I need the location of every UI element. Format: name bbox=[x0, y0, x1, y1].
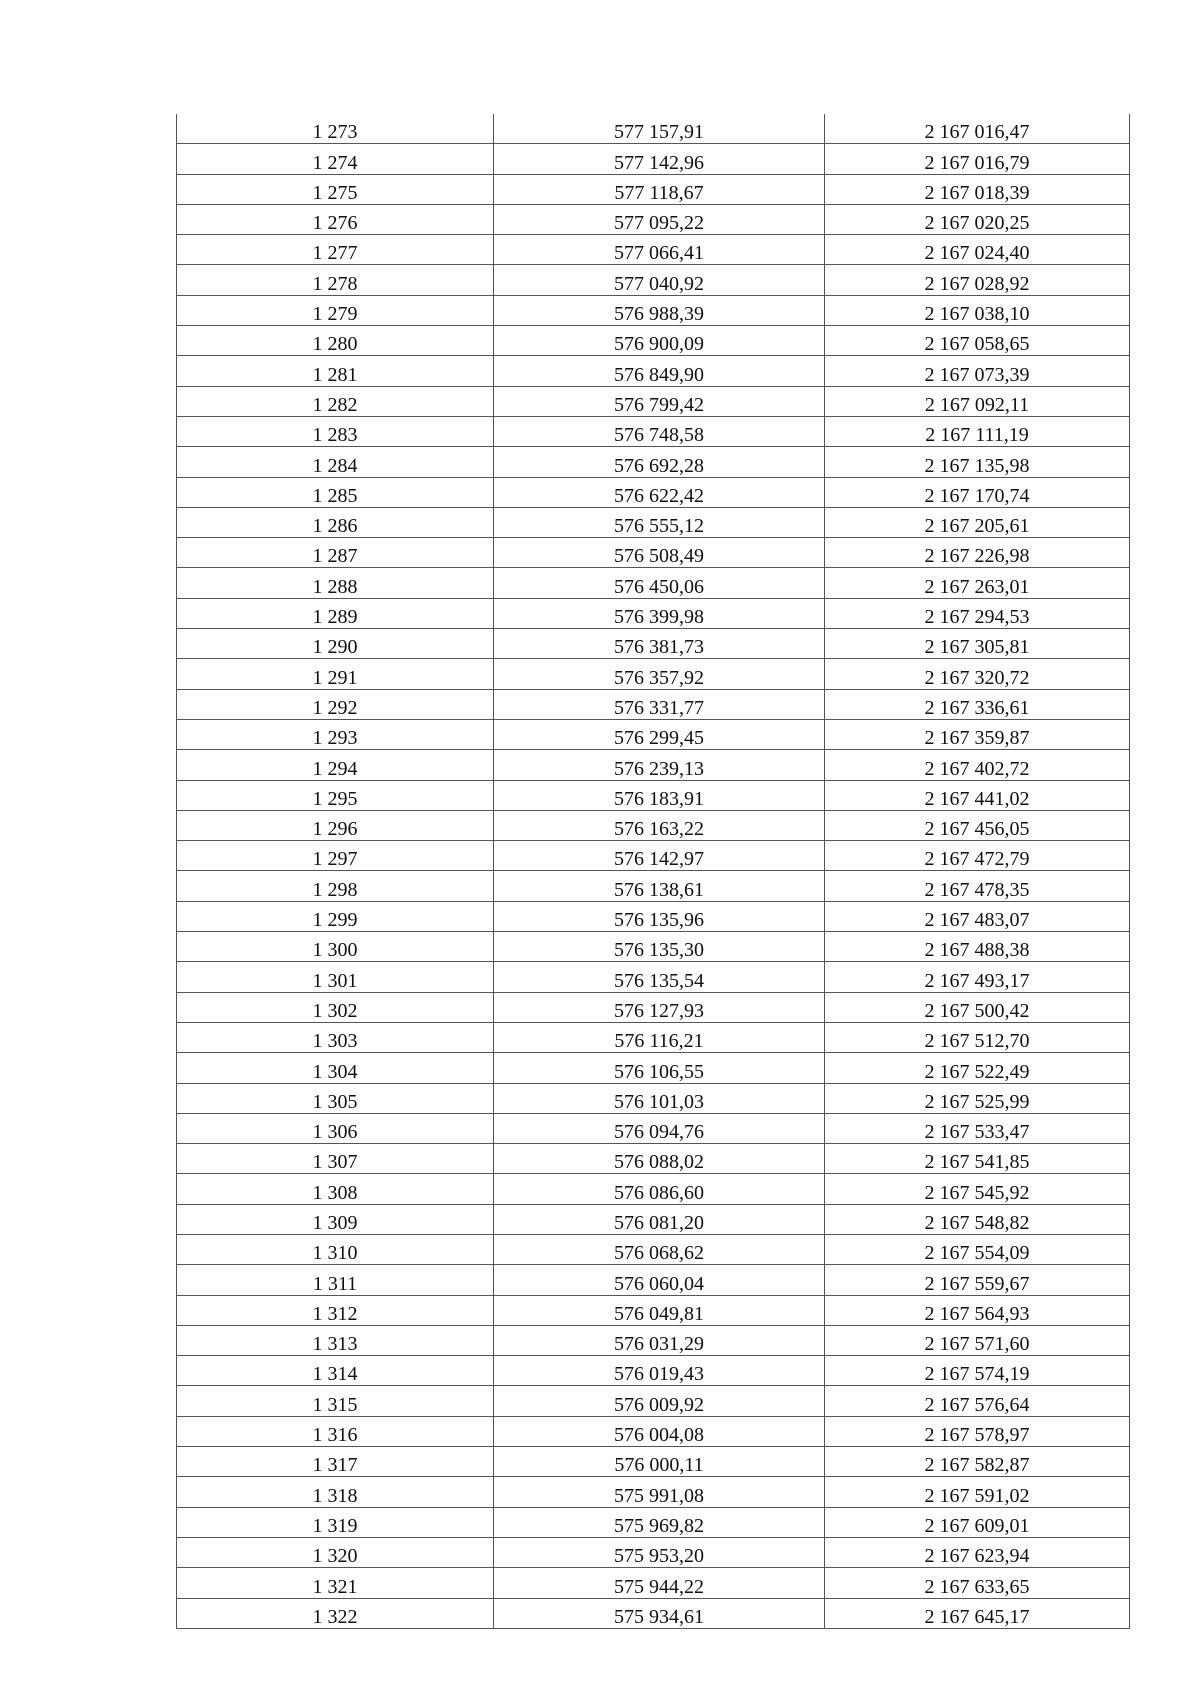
point-number-cell: 1 315 bbox=[177, 1386, 494, 1416]
y-coordinate-cell: 2 167 305,81 bbox=[825, 629, 1130, 659]
x-coordinate-cell: 577 142,96 bbox=[494, 144, 825, 174]
table-row bbox=[177, 629, 1130, 659]
point-number-cell: 1 310 bbox=[177, 1234, 494, 1264]
point-number-cell: 1 294 bbox=[177, 750, 494, 780]
y-coordinate-cell: 2 167 456,05 bbox=[825, 810, 1130, 840]
point-number-cell: 1 286 bbox=[177, 507, 494, 537]
y-coordinate-cell: 2 167 472,79 bbox=[825, 841, 1130, 871]
table-row bbox=[177, 1416, 1130, 1446]
y-coordinate-cell: 2 167 545,92 bbox=[825, 1174, 1130, 1204]
y-coordinate-cell: 2 167 483,07 bbox=[825, 901, 1130, 931]
y-coordinate-cell: 2 167 478,35 bbox=[825, 871, 1130, 901]
point-number-cell: 1 316 bbox=[177, 1416, 494, 1446]
y-coordinate-cell: 2 167 591,02 bbox=[825, 1477, 1130, 1507]
table-row bbox=[177, 689, 1130, 719]
y-coordinate-cell: 2 167 024,40 bbox=[825, 235, 1130, 265]
y-coordinate-cell: 2 167 609,01 bbox=[825, 1507, 1130, 1537]
point-number-cell: 1 273 bbox=[177, 114, 494, 144]
x-coordinate-cell: 576 849,90 bbox=[494, 356, 825, 386]
x-coordinate-cell: 576 299,45 bbox=[494, 719, 825, 749]
x-coordinate-cell: 576 060,04 bbox=[494, 1265, 825, 1295]
point-number-cell: 1 302 bbox=[177, 992, 494, 1022]
table-row bbox=[177, 356, 1130, 386]
x-coordinate-cell: 576 622,42 bbox=[494, 477, 825, 507]
table-row bbox=[177, 1507, 1130, 1537]
table-row bbox=[177, 1204, 1130, 1234]
x-coordinate-cell: 576 450,06 bbox=[494, 568, 825, 598]
point-number-cell: 1 298 bbox=[177, 871, 494, 901]
y-coordinate-cell: 2 167 578,97 bbox=[825, 1416, 1130, 1446]
point-number-cell: 1 275 bbox=[177, 174, 494, 204]
x-coordinate-cell: 576 031,29 bbox=[494, 1325, 825, 1355]
point-number-cell: 1 293 bbox=[177, 719, 494, 749]
point-number-cell: 1 321 bbox=[177, 1568, 494, 1598]
point-number-cell: 1 287 bbox=[177, 538, 494, 568]
point-number-cell: 1 311 bbox=[177, 1265, 494, 1295]
point-number-cell: 1 276 bbox=[177, 204, 494, 234]
table-row bbox=[177, 144, 1130, 174]
x-coordinate-cell: 576 900,09 bbox=[494, 326, 825, 356]
point-number-cell: 1 285 bbox=[177, 477, 494, 507]
point-number-cell: 1 319 bbox=[177, 1507, 494, 1537]
y-coordinate-cell: 2 167 512,70 bbox=[825, 1022, 1130, 1052]
x-coordinate-cell: 575 934,61 bbox=[494, 1598, 825, 1628]
y-coordinate-cell: 2 167 038,10 bbox=[825, 295, 1130, 325]
y-coordinate-cell: 2 167 576,64 bbox=[825, 1386, 1130, 1416]
point-number-cell: 1 297 bbox=[177, 841, 494, 871]
x-coordinate-cell: 576 049,81 bbox=[494, 1295, 825, 1325]
point-number-cell: 1 283 bbox=[177, 416, 494, 446]
x-coordinate-cell: 576 127,93 bbox=[494, 992, 825, 1022]
x-coordinate-cell: 576 331,77 bbox=[494, 689, 825, 719]
y-coordinate-cell: 2 167 092,11 bbox=[825, 386, 1130, 416]
y-coordinate-cell: 2 167 135,98 bbox=[825, 447, 1130, 477]
table-row bbox=[177, 1477, 1130, 1507]
x-coordinate-cell: 576 094,76 bbox=[494, 1113, 825, 1143]
point-number-cell: 1 312 bbox=[177, 1295, 494, 1325]
x-coordinate-cell: 576 135,30 bbox=[494, 932, 825, 962]
x-coordinate-cell: 576 799,42 bbox=[494, 386, 825, 416]
table-row bbox=[177, 659, 1130, 689]
point-number-cell: 1 292 bbox=[177, 689, 494, 719]
point-number-cell: 1 304 bbox=[177, 1053, 494, 1083]
x-coordinate-cell: 576 088,02 bbox=[494, 1144, 825, 1174]
x-coordinate-cell: 576 183,91 bbox=[494, 780, 825, 810]
y-coordinate-cell: 2 167 522,49 bbox=[825, 1053, 1130, 1083]
y-coordinate-cell: 2 167 574,19 bbox=[825, 1356, 1130, 1386]
table-row bbox=[177, 871, 1130, 901]
x-coordinate-cell: 577 118,67 bbox=[494, 174, 825, 204]
x-coordinate-cell: 576 019,43 bbox=[494, 1356, 825, 1386]
table-row bbox=[177, 1356, 1130, 1386]
table-row bbox=[177, 416, 1130, 446]
point-number-cell: 1 305 bbox=[177, 1083, 494, 1113]
y-coordinate-cell: 2 167 559,67 bbox=[825, 1265, 1130, 1295]
y-coordinate-cell: 2 167 571,60 bbox=[825, 1325, 1130, 1355]
table-row bbox=[177, 507, 1130, 537]
point-number-cell: 1 314 bbox=[177, 1356, 494, 1386]
x-coordinate-cell: 576 142,97 bbox=[494, 841, 825, 871]
x-coordinate-cell: 577 066,41 bbox=[494, 235, 825, 265]
table-row bbox=[177, 538, 1130, 568]
x-coordinate-cell: 576 135,54 bbox=[494, 962, 825, 992]
y-coordinate-cell: 2 167 645,17 bbox=[825, 1598, 1130, 1628]
y-coordinate-cell: 2 167 554,09 bbox=[825, 1234, 1130, 1264]
x-coordinate-cell: 577 157,91 bbox=[494, 114, 825, 144]
table-row bbox=[177, 932, 1130, 962]
y-coordinate-cell: 2 167 016,47 bbox=[825, 114, 1130, 144]
table-row bbox=[177, 295, 1130, 325]
point-number-cell: 1 309 bbox=[177, 1204, 494, 1234]
x-coordinate-cell: 576 068,62 bbox=[494, 1234, 825, 1264]
table-row bbox=[177, 174, 1130, 204]
table-row bbox=[177, 719, 1130, 749]
table-row bbox=[177, 810, 1130, 840]
y-coordinate-cell: 2 167 441,02 bbox=[825, 780, 1130, 810]
y-coordinate-cell: 2 167 111,19 bbox=[825, 416, 1130, 446]
table-row bbox=[177, 598, 1130, 628]
point-number-cell: 1 282 bbox=[177, 386, 494, 416]
point-number-cell: 1 299 bbox=[177, 901, 494, 931]
point-number-cell: 1 295 bbox=[177, 780, 494, 810]
y-coordinate-cell: 2 167 205,61 bbox=[825, 507, 1130, 537]
x-coordinate-cell: 575 969,82 bbox=[494, 1507, 825, 1537]
y-coordinate-cell: 2 167 294,53 bbox=[825, 598, 1130, 628]
table-row bbox=[177, 265, 1130, 295]
y-coordinate-cell: 2 167 525,99 bbox=[825, 1083, 1130, 1113]
x-coordinate-cell: 576 086,60 bbox=[494, 1174, 825, 1204]
point-number-cell: 1 307 bbox=[177, 1144, 494, 1174]
y-coordinate-cell: 2 167 500,42 bbox=[825, 992, 1130, 1022]
x-coordinate-cell: 576 381,73 bbox=[494, 629, 825, 659]
table-row bbox=[177, 114, 1130, 144]
table-row bbox=[177, 1174, 1130, 1204]
table-row bbox=[177, 1083, 1130, 1113]
coordinates-table bbox=[176, 114, 1130, 1629]
table-row bbox=[177, 1325, 1130, 1355]
coordinates-table-body bbox=[177, 114, 1130, 1628]
x-coordinate-cell: 576 138,61 bbox=[494, 871, 825, 901]
point-number-cell: 1 279 bbox=[177, 295, 494, 325]
y-coordinate-cell: 2 167 633,65 bbox=[825, 1568, 1130, 1598]
y-coordinate-cell: 2 167 226,98 bbox=[825, 538, 1130, 568]
point-number-cell: 1 274 bbox=[177, 144, 494, 174]
table-row bbox=[177, 1265, 1130, 1295]
point-number-cell: 1 280 bbox=[177, 326, 494, 356]
table-row bbox=[177, 841, 1130, 871]
y-coordinate-cell: 2 167 488,38 bbox=[825, 932, 1130, 962]
table-row bbox=[177, 1144, 1130, 1174]
x-coordinate-cell: 577 040,92 bbox=[494, 265, 825, 295]
table-row bbox=[177, 750, 1130, 780]
table-row bbox=[177, 477, 1130, 507]
table-row bbox=[177, 1537, 1130, 1567]
point-number-cell: 1 284 bbox=[177, 447, 494, 477]
y-coordinate-cell: 2 167 020,25 bbox=[825, 204, 1130, 234]
x-coordinate-cell: 576 106,55 bbox=[494, 1053, 825, 1083]
y-coordinate-cell: 2 167 359,87 bbox=[825, 719, 1130, 749]
point-number-cell: 1 289 bbox=[177, 598, 494, 628]
x-coordinate-cell: 575 944,22 bbox=[494, 1568, 825, 1598]
y-coordinate-cell: 2 167 533,47 bbox=[825, 1113, 1130, 1143]
y-coordinate-cell: 2 167 320,72 bbox=[825, 659, 1130, 689]
x-coordinate-cell: 577 095,22 bbox=[494, 204, 825, 234]
x-coordinate-cell: 576 009,92 bbox=[494, 1386, 825, 1416]
x-coordinate-cell: 575 991,08 bbox=[494, 1477, 825, 1507]
point-number-cell: 1 301 bbox=[177, 962, 494, 992]
table-row bbox=[177, 235, 1130, 265]
point-number-cell: 1 317 bbox=[177, 1447, 494, 1477]
y-coordinate-cell: 2 167 058,65 bbox=[825, 326, 1130, 356]
table-row bbox=[177, 204, 1130, 234]
y-coordinate-cell: 2 167 541,85 bbox=[825, 1144, 1130, 1174]
y-coordinate-cell: 2 167 564,93 bbox=[825, 1295, 1130, 1325]
y-coordinate-cell: 2 167 028,92 bbox=[825, 265, 1130, 295]
y-coordinate-cell: 2 167 170,74 bbox=[825, 477, 1130, 507]
point-number-cell: 1 281 bbox=[177, 356, 494, 386]
table-row bbox=[177, 1447, 1130, 1477]
y-coordinate-cell: 2 167 493,17 bbox=[825, 962, 1130, 992]
x-coordinate-cell: 576 135,96 bbox=[494, 901, 825, 931]
table-row bbox=[177, 326, 1130, 356]
table-row bbox=[177, 1598, 1130, 1628]
point-number-cell: 1 306 bbox=[177, 1113, 494, 1143]
point-number-cell: 1 308 bbox=[177, 1174, 494, 1204]
table-row bbox=[177, 1234, 1130, 1264]
table-row bbox=[177, 1022, 1130, 1052]
y-coordinate-cell: 2 167 623,94 bbox=[825, 1537, 1130, 1567]
table-row bbox=[177, 1568, 1130, 1598]
x-coordinate-cell: 575 953,20 bbox=[494, 1537, 825, 1567]
table-row bbox=[177, 901, 1130, 931]
x-coordinate-cell: 576 163,22 bbox=[494, 810, 825, 840]
table-row bbox=[177, 992, 1130, 1022]
x-coordinate-cell: 576 988,39 bbox=[494, 295, 825, 325]
y-coordinate-cell: 2 167 582,87 bbox=[825, 1447, 1130, 1477]
point-number-cell: 1 291 bbox=[177, 659, 494, 689]
table-row bbox=[177, 1386, 1130, 1416]
table-row bbox=[177, 962, 1130, 992]
point-number-cell: 1 277 bbox=[177, 235, 494, 265]
point-number-cell: 1 320 bbox=[177, 1537, 494, 1567]
y-coordinate-cell: 2 167 016,79 bbox=[825, 144, 1130, 174]
y-coordinate-cell: 2 167 548,82 bbox=[825, 1204, 1130, 1234]
x-coordinate-cell: 576 399,98 bbox=[494, 598, 825, 628]
y-coordinate-cell: 2 167 263,01 bbox=[825, 568, 1130, 598]
point-number-cell: 1 322 bbox=[177, 1598, 494, 1628]
point-number-cell: 1 313 bbox=[177, 1325, 494, 1355]
x-coordinate-cell: 576 508,49 bbox=[494, 538, 825, 568]
y-coordinate-cell: 2 167 073,39 bbox=[825, 356, 1130, 386]
x-coordinate-cell: 576 357,92 bbox=[494, 659, 825, 689]
x-coordinate-cell: 576 081,20 bbox=[494, 1204, 825, 1234]
point-number-cell: 1 288 bbox=[177, 568, 494, 598]
table-row bbox=[177, 1053, 1130, 1083]
table-row bbox=[177, 386, 1130, 416]
x-coordinate-cell: 576 239,13 bbox=[494, 750, 825, 780]
table-row bbox=[177, 568, 1130, 598]
x-coordinate-cell: 576 748,58 bbox=[494, 416, 825, 446]
point-number-cell: 1 278 bbox=[177, 265, 494, 295]
point-number-cell: 1 303 bbox=[177, 1022, 494, 1052]
y-coordinate-cell: 2 167 336,61 bbox=[825, 689, 1130, 719]
point-number-cell: 1 290 bbox=[177, 629, 494, 659]
point-number-cell: 1 318 bbox=[177, 1477, 494, 1507]
y-coordinate-cell: 2 167 018,39 bbox=[825, 174, 1130, 204]
x-coordinate-cell: 576 004,08 bbox=[494, 1416, 825, 1446]
point-number-cell: 1 300 bbox=[177, 932, 494, 962]
x-coordinate-cell: 576 101,03 bbox=[494, 1083, 825, 1113]
x-coordinate-cell: 576 555,12 bbox=[494, 507, 825, 537]
table-row bbox=[177, 1295, 1130, 1325]
table-row bbox=[177, 780, 1130, 810]
x-coordinate-cell: 576 116,21 bbox=[494, 1022, 825, 1052]
x-coordinate-cell: 576 692,28 bbox=[494, 447, 825, 477]
x-coordinate-cell: 576 000,11 bbox=[494, 1447, 825, 1477]
point-number-cell: 1 296 bbox=[177, 810, 494, 840]
y-coordinate-cell: 2 167 402,72 bbox=[825, 750, 1130, 780]
table-row bbox=[177, 447, 1130, 477]
table-row bbox=[177, 1113, 1130, 1143]
